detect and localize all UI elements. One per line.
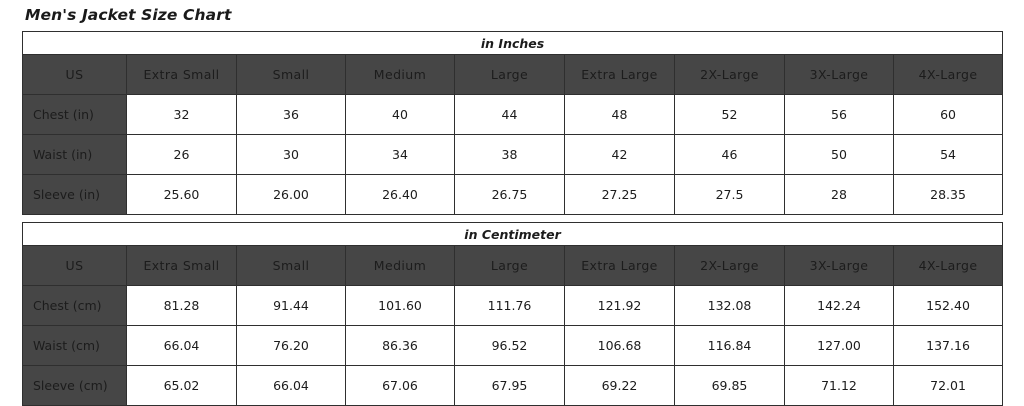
cell-waist-cm-4xl: 137.16: [894, 326, 1003, 366]
table-row: [23, 366, 1003, 406]
cell-sleeve-cm-l: 67.95: [455, 366, 565, 406]
cell-sleeve-in-xl: 27.25: [565, 175, 675, 215]
header-row-inches: [23, 55, 1003, 95]
cell-chest-in-4xl: 60: [894, 95, 1003, 135]
cell-chest-in-xl: 48: [565, 95, 675, 135]
cell-waist-cm-m: 86.36: [346, 326, 455, 366]
row-label-waist-cm: Waist (cm): [23, 326, 127, 366]
cell-chest-in-xs: 32: [127, 95, 237, 135]
cell-sleeve-cm-xs: 65.02: [127, 366, 237, 406]
cell-waist-cm-xs: 66.04: [127, 326, 237, 366]
size-chart-container: [22, 31, 1002, 406]
section-divider: [22, 215, 1002, 222]
column-header-large: Large: [455, 55, 565, 95]
cell-waist-cm-3xl: 127.00: [785, 326, 894, 366]
row-label-sleeve-in: Sleeve (in): [23, 175, 127, 215]
cell-waist-cm-l: 96.52: [455, 326, 565, 366]
cell-sleeve-cm-xl: 69.22: [565, 366, 675, 406]
cell-chest-cm-l: 111.76: [455, 286, 565, 326]
cell-waist-in-2xl: 46: [675, 135, 785, 175]
column-header-2x-large-cm: 2X-Large: [675, 246, 785, 286]
column-header-3x-large: 3X-Large: [785, 55, 894, 95]
cell-chest-in-3xl: 56: [785, 95, 894, 135]
cell-chest-in-2xl: 52: [675, 95, 785, 135]
column-header-small-cm: Small: [237, 246, 346, 286]
column-header-us-cm: US: [23, 246, 127, 286]
column-header-small: Small: [237, 55, 346, 95]
cell-sleeve-cm-2xl: 69.85: [675, 366, 785, 406]
cell-chest-cm-3xl: 142.24: [785, 286, 894, 326]
column-header-extra-small-cm: Extra Small: [127, 246, 237, 286]
row-label-waist-in: Waist (in): [23, 135, 127, 175]
column-header-4x-large-cm: 4X-Large: [894, 246, 1003, 286]
row-label-chest-cm: Chest (cm): [23, 286, 127, 326]
cell-chest-in-s: 36: [237, 95, 346, 135]
cell-sleeve-cm-3xl: 71.12: [785, 366, 894, 406]
cell-waist-cm-xl: 106.68: [565, 326, 675, 366]
cell-chest-in-m: 40: [346, 95, 455, 135]
cell-sleeve-cm-m: 67.06: [346, 366, 455, 406]
column-header-extra-large-cm: Extra Large: [565, 246, 675, 286]
cell-sleeve-in-2xl: 27.5: [675, 175, 785, 215]
cell-waist-in-m: 34: [346, 135, 455, 175]
cell-waist-cm-s: 76.20: [237, 326, 346, 366]
cell-chest-cm-4xl: 152.40: [894, 286, 1003, 326]
row-label-chest-in: Chest (in): [23, 95, 127, 135]
cell-chest-in-l: 44: [455, 95, 565, 135]
section-band-label-centimeter: in Centimeter: [23, 223, 1003, 246]
cell-sleeve-in-4xl: 28.35: [894, 175, 1003, 215]
table-row: [23, 95, 1003, 135]
cell-sleeve-in-l: 26.75: [455, 175, 565, 215]
table-row: [23, 286, 1003, 326]
cell-sleeve-in-s: 26.00: [237, 175, 346, 215]
cell-chest-cm-xl: 121.92: [565, 286, 675, 326]
size-table-inches: [22, 31, 1003, 215]
cell-sleeve-in-3xl: 28: [785, 175, 894, 215]
cell-waist-in-xl: 42: [565, 135, 675, 175]
section-band-label-inches: in Inches: [23, 32, 1003, 55]
column-header-4x-large: 4X-Large: [894, 55, 1003, 95]
column-header-3x-large-cm: 3X-Large: [785, 246, 894, 286]
row-label-sleeve-cm: Sleeve (cm): [23, 366, 127, 406]
column-header-2x-large: 2X-Large: [675, 55, 785, 95]
header-row-centimeter: [23, 246, 1003, 286]
column-header-us: US: [23, 55, 127, 95]
size-table-centimeter: [22, 222, 1003, 406]
band-row-inches: [23, 32, 1003, 55]
cell-chest-cm-2xl: 132.08: [675, 286, 785, 326]
band-row-centimeter: [23, 223, 1003, 246]
cell-sleeve-cm-4xl: 72.01: [894, 366, 1003, 406]
cell-chest-cm-xs: 81.28: [127, 286, 237, 326]
cell-waist-in-3xl: 50: [785, 135, 894, 175]
column-header-medium: Medium: [346, 55, 455, 95]
column-header-extra-small: Extra Small: [127, 55, 237, 95]
cell-waist-in-s: 30: [237, 135, 346, 175]
column-header-large-cm: Large: [455, 246, 565, 286]
page-title: Men's Jacket Size Chart: [25, 6, 232, 24]
column-header-extra-large: Extra Large: [565, 55, 675, 95]
cell-chest-cm-m: 101.60: [346, 286, 455, 326]
cell-waist-in-4xl: 54: [894, 135, 1003, 175]
cell-sleeve-in-xs: 25.60: [127, 175, 237, 215]
table-row: [23, 175, 1003, 215]
cell-sleeve-in-m: 26.40: [346, 175, 455, 215]
cell-waist-in-l: 38: [455, 135, 565, 175]
table-row: [23, 135, 1003, 175]
cell-waist-in-xs: 26: [127, 135, 237, 175]
cell-sleeve-cm-s: 66.04: [237, 366, 346, 406]
column-header-medium-cm: Medium: [346, 246, 455, 286]
table-row: [23, 326, 1003, 366]
cell-waist-cm-2xl: 116.84: [675, 326, 785, 366]
cell-chest-cm-s: 91.44: [237, 286, 346, 326]
